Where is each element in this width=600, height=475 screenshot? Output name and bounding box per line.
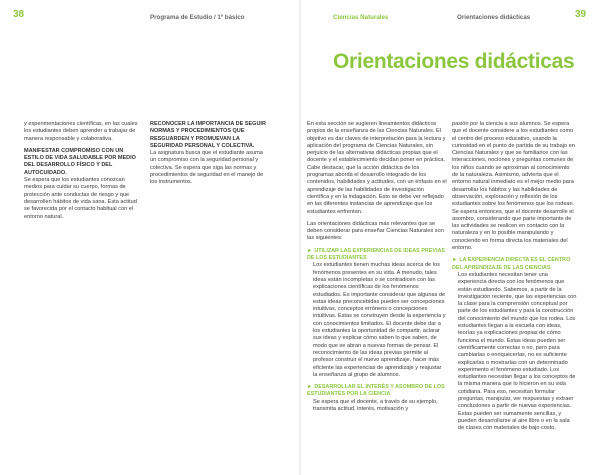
left-col1-paragraph-2: Se espera que los estudiantes conozcan medios para cuidar su cuerpo, formas de protección ante conductas de riesgo y que desarrollen hábitos de vida sana. Esta actitud se favorecida por el contacto habitual con el entorno natural. xyxy=(24,177,137,220)
right-col2-paragraph-1: pasión por la ciencia a sus alumnos. Se espera que el docente considere a los estudiantes como el centro del proceso educativo, usando la curiosidad en el punto de partida de su trabajo en Ciencias Naturales y que se familiarice con las interacciones, nociones y preguntas comunes de los niños cuando se aproximan al conocimiento de la naturaleza. Asimismo, advierta que el entorno natural inmediato es el mejor medio para desarrollar los hábitos y las habilidades de observación, exploración y reflexión de los estudiantes sobre los fenómenos que los rodean. Se espera entonces, que el docente desarrolle el asombro, considerando que parte importante de las actividades se realicen en contacto con la naturaleza y en lo posible manipulando y conociendo en forma directa los materiales del entorno. xyxy=(452,121,575,252)
right-col1-paragraph-1: En esta sección se sugieren lineamientos didácticos propios de la enseñanza de las Ciencias Naturales. El objetivo es dar claves de interpretación para la lectura y aplicación del programa de Ciencias Naturales, sin perjuicio de las alternativas didácticas propias que el docente y el establecimiento decidan poner en práctica. Cabe destacar, que la acción didáctica de los programas aborda el desarrollo integrado de los contenidos, habilidades y actitudes, con un énfasis en el aprendizaje de las habilidades de investigación científica y en la indagación. Esto se debe ver reflejado en las diferentes instancias de aprendizaje que los estudiantes enfrentan. xyxy=(307,121,447,215)
bullet-heading-direct-experience xyxy=(452,257,577,272)
right-header-section: Orientaciones didácticas xyxy=(457,14,531,21)
bullet-heading-interest xyxy=(307,384,447,399)
bullet-heading-prior-ideas-text: UTILIZAR LAS EXPERIENCIAS DE IDEAS PREVIAS DE LOS ESTUDIANTES xyxy=(307,247,445,262)
bullet-text-interest: Se espera que el docente, a través de su ejemplo, transmita actitud, interés, motivación y xyxy=(313,398,438,412)
left-column-2 xyxy=(150,121,270,192)
bullet-text-direct-experience: Los estudiantes necesitan tener una experiencia directa con los fenómenos que están estudiando. Sabemos, a partir de la investigación reciente, que las experiencias con la clase para la comprensión conceptual por parte de los estudiantes y para la construcción del conocimiento del mundo que los rodea. Los estudiantes llegan a la escuela con ideas, teorías ya explicaciones propias de cómo funciona el mundo. Estas ideas pueden ser científicamente correctas o no, pero para cambiarlas o enriquecerlas, no es suficiente explicarlas o mostrarlas con un determinado experimento el fenómeno estudiado. Los estudiantes necesitan llegar a los conceptos de la misma manera que lo hicieron en su vida cotidiana. Para eso, necesitan formular preguntas, manipular, ver respuestas y extraer conclusiones a partir de nuevas experiencias. Estas pueden ser sumamente sencillas, y pueden desarrollarse al aire libre o en la sala de clases con materiales de bajo costo. xyxy=(458,271,577,432)
bullet-heading-direct-experience-text: LA EXPERIENCIA DIRECTA ES EL CENTRO DEL APRENDIZAJE DE LAS CIENCIAS xyxy=(452,257,571,271)
right-column-1 xyxy=(307,121,447,413)
bullet-heading-prior-ideas xyxy=(307,248,447,263)
bullet-text-prior-ideas: Los estudiantes tienen muchas ideas acerca de los fenómenos presentes en su vida. A menudo, tales ideas están incompletas o se contradicen con las explicaciones científicas de los fenómenos estudiados. Es importante considerar que algunas de estas ideas preconcebidas pueden ser concepciones intuitivas, conceptos erróneos o concepciones intuitivas. Estas se construyen desde la experiencia y con conocimientos limitados. El docente debe dar a los estudiantes la oportunidad de compartir, aclarar sus ideas y explicar cómo saben lo que saben, de modo que se abran a nuevas formas de pensar. El reconocimiento de las ideas previas permite al profesor construir el nuevo aprendizaje, hacer más eficiente las experiencias de aprendizaje y reajustar la enseñanza al grupo de alumnos. xyxy=(313,262,446,378)
left-page-number: 38 xyxy=(13,9,25,20)
bullet-triangle-icon: ► xyxy=(452,257,458,264)
right-col1-paragraph-2: Las orientaciones didácticas más relevantes que se deben considerar para enseñar Ciencias Naturales son las siguientes: xyxy=(307,220,444,242)
page-gutter xyxy=(299,0,301,475)
bullet-triangle-icon: ► xyxy=(307,247,313,254)
left-col2-paragraph-1: La asignatura busca que el estudiante asuma un compromiso con la seguridad personal y colectiva. Se espera que siga las normas y procedimientos de seguridad en el manejo de los instrumentos. xyxy=(150,150,264,186)
left-column-1 xyxy=(24,121,142,226)
left-col1-paragraph-1: y experimentaciones científicas, en las cuales los estudiantes deben aprender a trabajar de manera responsable y colaborativa. xyxy=(24,121,138,142)
right-page-number: 39 xyxy=(575,9,587,20)
page-title: Orientaciones didácticas xyxy=(333,50,575,73)
left-col1-heading-lifestyle: MANIFESTAR COMPROMISO CON UN ESTILO DE VIDA SALUDABLE POR MEDIO DEL DESARROLLO FÍSICO Y DEL AUTOCUIDADO. xyxy=(24,147,136,176)
right-column-2 xyxy=(452,121,577,432)
right-header-subject: Ciencias Naturales xyxy=(333,14,389,21)
left-col2-heading-safety: RECONOCER LA IMPORTANCIA DE SEGUIR NORMAS Y PROCEDIMIENTOS QUE RESGUARDEN Y PROMUEVAN LA SEGURIDAD PERSONAL Y COLECTIVA. xyxy=(150,121,266,149)
bullet-triangle-icon: ► xyxy=(307,384,313,391)
left-running-header: Programa de Estudio / 1º básico xyxy=(150,14,245,21)
bullet-heading-interest-text: DESARROLLAR EL INTERÉS Y ASOMBRO DE LOS ESTUDIANTES POR LA CIENCIA xyxy=(307,384,445,398)
